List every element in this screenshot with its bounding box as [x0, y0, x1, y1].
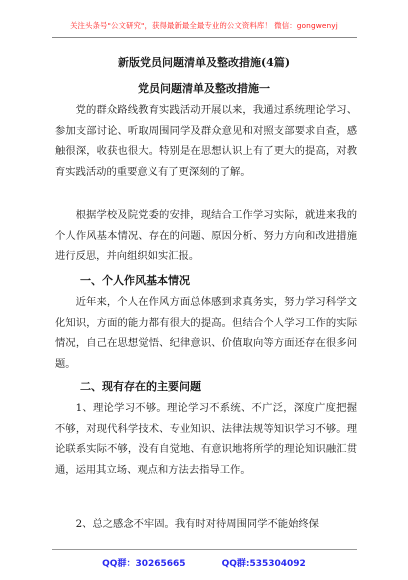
document-title: 新版党员问题清单及整改措施(4篇): [117, 56, 291, 69]
document-subtitle: 党员问题清单及整改措施一: [138, 82, 270, 95]
header-notice: 关注头条号"公文研究"，获得最新最全最专业的公文资料库！ 微信：gongwenyj: [70, 21, 338, 30]
paragraph-intro: 党的群众路线教育实践活动开展以来，我通过系统理论学习、参加支部讨论、听取周围同学及群众意见和对照支部要求自查，感触很深，收获也很大。特别是在思想认识上有了更大的提高，对教育实践活动的重要意义有了更深刻的了解。: [55, 104, 357, 178]
paragraph-problem-2: 2、总之感念不牢固。我有时对待周围同学不能始终保: [75, 518, 319, 530]
section-heading-1: 一、个人作风基本情况: [80, 274, 190, 287]
paragraph-problem-1: 1、理论学习不够。理论学习不系统、不广泛，深度广度把握不够，对现代科学技术、专业知识、法律法规等知识学习不够。理论联系实际不够，没有自觉地、有意识地将所学的理论知识融汇贯通，运用其立场、观点和方法去指导工作。: [55, 402, 357, 476]
section-heading-2: 二、现有存在的主要问题: [80, 380, 201, 393]
paragraph-arrangement: 根据学校及院党委的安排，现结合工作学习实际，就进来我的个人作风基本情况、存在的问题、原因分析、努力方向和改进措施进行反思，并向组织如实汇报。: [55, 209, 357, 263]
header-divider: [52, 37, 357, 38]
footer-contact: [0, 556, 408, 569]
footer-qq-group-1: QQ群：30265665: [102, 559, 186, 569]
paragraph-basic-situation: 近年来，个人在作风方面总体感到求真务实，努力学习科学文化知识，方面的能力都有很大的提高。但结合个人学习工作的实际情况，自己在思想觉悟、纪律意识、价值取向等方面还存在很多问题。: [55, 296, 357, 370]
footer-divider: [52, 549, 357, 550]
footer-qq-group-2: QQ群:535304092: [221, 559, 306, 569]
